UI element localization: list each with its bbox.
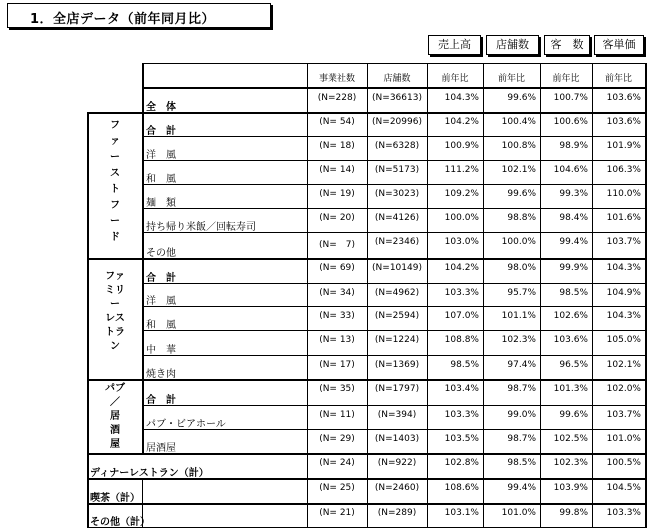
cell-sales-yoy: 102.8% xyxy=(444,458,479,468)
cell-stores: (N=3023) xyxy=(374,189,420,199)
header-stores: 店舗数 xyxy=(486,35,539,55)
group-label-char: ー xyxy=(110,152,120,163)
group-label-char: 酒 xyxy=(110,425,120,436)
group-label-fastfood xyxy=(89,118,141,246)
cell-sales-yoy: 103.3% xyxy=(444,410,479,420)
cell-sales-yoy: 108.8% xyxy=(444,335,479,345)
cell-companies: (N= 34) xyxy=(319,288,355,298)
cell-companies: (N= 21) xyxy=(319,508,355,518)
cell-stores-yoy: 101.1% xyxy=(501,311,536,321)
cell-companies: (N= 33) xyxy=(319,311,355,321)
table-rule xyxy=(142,160,645,161)
cell-sales-yoy: 111.2% xyxy=(444,165,479,175)
cell-unit-price-yoy: 101.0% xyxy=(606,434,641,444)
cell-unit-price-yoy: 103.3% xyxy=(606,508,641,518)
table-rule xyxy=(142,184,645,185)
cell-stores: (N=6328) xyxy=(374,141,420,151)
group-label-char: ／ xyxy=(110,397,120,408)
cell-stores: (N=289) xyxy=(377,508,417,518)
cell-unit-price-yoy: 101.6% xyxy=(606,213,641,223)
cell-unit-price-yoy: 104.3% xyxy=(606,311,641,321)
cell-customers-yoy: 98.9% xyxy=(559,141,588,151)
group-label-char: ミリ xyxy=(105,285,125,296)
cell-sales-yoy: 107.0% xyxy=(444,311,479,321)
cell-stores-yoy: 99.6% xyxy=(507,93,536,103)
cell-stores-yoy: 98.0% xyxy=(507,263,536,273)
cell-sales-yoy: 104.2% xyxy=(444,117,479,127)
table-rule xyxy=(142,355,645,356)
cell-unit-price-yoy: 103.6% xyxy=(606,117,641,127)
group-label-char: フ xyxy=(110,120,120,131)
cell-stores: (N=2346) xyxy=(374,237,420,247)
header-unit-price: 客単価 xyxy=(594,35,644,55)
column-header: 前年比 xyxy=(604,74,632,84)
table-rule xyxy=(142,63,144,453)
group-label-char: 屋 xyxy=(110,439,120,450)
row-label: その他 xyxy=(146,248,176,259)
cell-stores-yoy: 99.6% xyxy=(507,189,536,199)
cell-stores: (N=10149) xyxy=(372,263,422,273)
group-label-char: ト xyxy=(110,184,120,195)
cell-sales-yoy: 98.5% xyxy=(450,360,479,370)
table-rule xyxy=(142,283,645,284)
page-title: 1．全店データ（前年同月比） xyxy=(30,12,216,27)
cell-companies: (N= 20) xyxy=(319,213,355,223)
table-rule xyxy=(87,503,645,505)
table-rule xyxy=(142,330,645,331)
cell-companies: (N= 11) xyxy=(319,410,355,420)
cell-unit-price-yoy: 100.5% xyxy=(606,458,641,468)
cell-companies: (N= 13) xyxy=(319,335,355,345)
cell-stores-yoy: 98.7% xyxy=(507,384,536,394)
cell-sales-yoy: 103.1% xyxy=(444,508,479,518)
cell-unit-price-yoy: 103.7% xyxy=(606,237,641,247)
cell-stores: (N=5173) xyxy=(374,165,420,175)
cell-stores-yoy: 95.7% xyxy=(507,288,536,298)
group-label-char: 居 xyxy=(110,411,120,422)
group-label-char: トラ xyxy=(105,327,125,338)
row-label: 合 計 xyxy=(146,273,176,284)
cell-stores-yoy: 99.4% xyxy=(507,483,536,493)
header-sales: 売上高 xyxy=(428,35,481,55)
cell-unit-price-yoy: 103.6% xyxy=(606,93,641,103)
cell-sales-yoy: 109.2% xyxy=(444,189,479,199)
row-label: パブ・ビアホール xyxy=(146,419,226,430)
cell-unit-price-yoy: 104.3% xyxy=(606,263,641,273)
row-label: 全 体 xyxy=(146,102,176,113)
group-label-char: ー xyxy=(110,299,120,310)
group-label-char: ー xyxy=(110,216,120,227)
cell-stores: (N=922) xyxy=(377,458,417,468)
cell-unit-price-yoy: 103.7% xyxy=(606,410,641,420)
cell-customers-yoy: 102.3% xyxy=(553,458,588,468)
cell-stores-yoy: 97.4% xyxy=(507,360,536,370)
cell-customers-yoy: 96.5% xyxy=(559,360,588,370)
row-label: 合 計 xyxy=(146,126,176,137)
cell-sales-yoy: 104.3% xyxy=(444,93,479,103)
cell-companies: (N=228) xyxy=(317,93,357,103)
cell-sales-yoy: 103.3% xyxy=(444,288,479,298)
cell-sales-yoy: 100.0% xyxy=(444,213,479,223)
cell-companies: (N= 19) xyxy=(319,189,355,199)
group-label-char: ァ xyxy=(110,136,120,147)
group-label-family-restaurant xyxy=(89,270,141,354)
cell-sales-yoy: 103.4% xyxy=(444,384,479,394)
cell-stores-yoy: 102.3% xyxy=(501,335,536,345)
header-customers: 客 数 xyxy=(544,35,590,55)
row-label: 焼き肉 xyxy=(146,369,176,380)
cell-customers-yoy: 99.9% xyxy=(559,263,588,273)
row-label: その他（計） xyxy=(90,517,150,528)
cell-stores-yoy: 98.8% xyxy=(507,213,536,223)
cell-customers-yoy: 104.6% xyxy=(553,165,588,175)
table-rule xyxy=(142,136,645,137)
row-label: 中 華 xyxy=(146,345,176,356)
cell-stores-yoy: 102.1% xyxy=(501,165,536,175)
cell-companies: (N= 18) xyxy=(319,141,355,151)
cell-companies: (N= 54) xyxy=(319,117,355,127)
row-label: 洋 風 xyxy=(146,296,176,307)
cell-customers-yoy: 100.7% xyxy=(553,93,588,103)
cell-stores: (N=20996) xyxy=(372,117,422,127)
row-label: 和 風 xyxy=(146,174,176,185)
cell-sales-yoy: 108.6% xyxy=(444,483,479,493)
cell-customers-yoy: 102.6% xyxy=(553,311,588,321)
cell-customers-yoy: 101.3% xyxy=(553,384,588,394)
cell-stores-yoy: 99.0% xyxy=(507,410,536,420)
cell-stores-yoy: 101.0% xyxy=(501,508,536,518)
cell-unit-price-yoy: 104.9% xyxy=(606,288,641,298)
column-header: 事業社数 xyxy=(318,74,355,84)
row-label: 麺 類 xyxy=(146,198,176,209)
row-label: 和 風 xyxy=(146,320,176,331)
cell-companies: (N= 17) xyxy=(319,360,355,370)
cell-unit-price-yoy: 110.0% xyxy=(606,189,641,199)
cell-sales-yoy: 103.0% xyxy=(444,237,479,247)
cell-companies: (N= 24) xyxy=(319,458,355,468)
cell-stores: (N=36613) xyxy=(372,93,422,103)
cell-companies: (N= 7) xyxy=(318,240,356,250)
cell-customers-yoy: 103.6% xyxy=(553,335,588,345)
cell-stores: (N=394) xyxy=(377,410,417,420)
cell-stores: (N=4126) xyxy=(374,213,420,223)
group-label-char: レス xyxy=(105,313,125,324)
table-rule xyxy=(142,208,645,209)
cell-stores-yoy: 98.7% xyxy=(507,434,536,444)
cell-customers-yoy: 103.9% xyxy=(553,483,588,493)
group-label-char: ン xyxy=(110,341,120,352)
cell-customers-yoy: 98.4% xyxy=(559,213,588,223)
column-header: 前年比 xyxy=(441,74,469,84)
cell-customers-yoy: 99.3% xyxy=(559,189,588,199)
section-title-box xyxy=(7,3,271,28)
cell-customers-yoy: 102.5% xyxy=(553,434,588,444)
cell-companies: (N= 29) xyxy=(319,434,355,444)
table-rule xyxy=(142,306,645,307)
table-rule xyxy=(645,63,647,528)
row-label: 居酒屋 xyxy=(146,443,176,454)
cell-stores: (N=4962) xyxy=(374,288,420,298)
group-label-char: ファ xyxy=(105,271,125,282)
cell-stores-yoy: 98.5% xyxy=(507,458,536,468)
group-label-char: ス xyxy=(110,168,120,179)
cell-stores-yoy: 100.8% xyxy=(501,141,536,151)
cell-unit-price-yoy: 101.9% xyxy=(606,141,641,151)
cell-stores: (N=1369) xyxy=(374,360,420,370)
table-rule xyxy=(142,87,645,89)
cell-unit-price-yoy: 102.1% xyxy=(606,360,641,370)
table-rule xyxy=(142,63,645,64)
cell-customers-yoy: 99.8% xyxy=(559,508,588,518)
cell-stores: (N=1224) xyxy=(374,335,420,345)
cell-stores: (N=2460) xyxy=(374,483,420,493)
cell-stores: (N=1797) xyxy=(374,384,420,394)
cell-companies: (N= 35) xyxy=(319,384,355,394)
group-label-char: パブ xyxy=(105,383,125,394)
row-label: 持ち帰り米飯／回転寿司 xyxy=(146,222,256,233)
row-label: 喫茶（計） xyxy=(90,493,140,504)
cell-customers-yoy: 98.5% xyxy=(559,288,588,298)
row-label: 洋 風 xyxy=(146,150,176,161)
cell-companies: (N= 69) xyxy=(319,263,355,273)
group-label-char: フ xyxy=(110,200,120,211)
cell-stores: (N=1403) xyxy=(374,434,420,444)
row-label: ディナーレストラン（計） xyxy=(90,468,209,479)
cell-unit-price-yoy: 102.0% xyxy=(606,384,641,394)
column-header: 前年比 xyxy=(552,74,580,84)
cell-sales-yoy: 100.9% xyxy=(444,141,479,151)
cell-stores: (N=2594) xyxy=(374,311,420,321)
row-label: 合 計 xyxy=(146,395,176,406)
cell-stores-yoy: 100.4% xyxy=(501,117,536,127)
cell-unit-price-yoy: 104.5% xyxy=(606,483,641,493)
cell-sales-yoy: 104.2% xyxy=(444,263,479,273)
cell-companies: (N= 14) xyxy=(319,165,355,175)
cell-customers-yoy: 99.4% xyxy=(559,237,588,247)
cell-customers-yoy: 100.6% xyxy=(553,117,588,127)
cell-sales-yoy: 103.5% xyxy=(444,434,479,444)
cell-unit-price-yoy: 106.3% xyxy=(606,165,641,175)
column-header: 店舗数 xyxy=(383,74,411,84)
table-rule xyxy=(142,405,645,406)
cell-unit-price-yoy: 105.0% xyxy=(606,335,641,345)
group-label-pub-izakaya xyxy=(89,382,141,452)
cell-stores-yoy: 100.0% xyxy=(501,237,536,247)
group-label-char: ド xyxy=(110,232,120,243)
cell-customers-yoy: 99.6% xyxy=(559,410,588,420)
column-header: 前年比 xyxy=(497,74,525,84)
cell-companies: (N= 25) xyxy=(319,483,355,493)
table-rule xyxy=(87,527,645,528)
